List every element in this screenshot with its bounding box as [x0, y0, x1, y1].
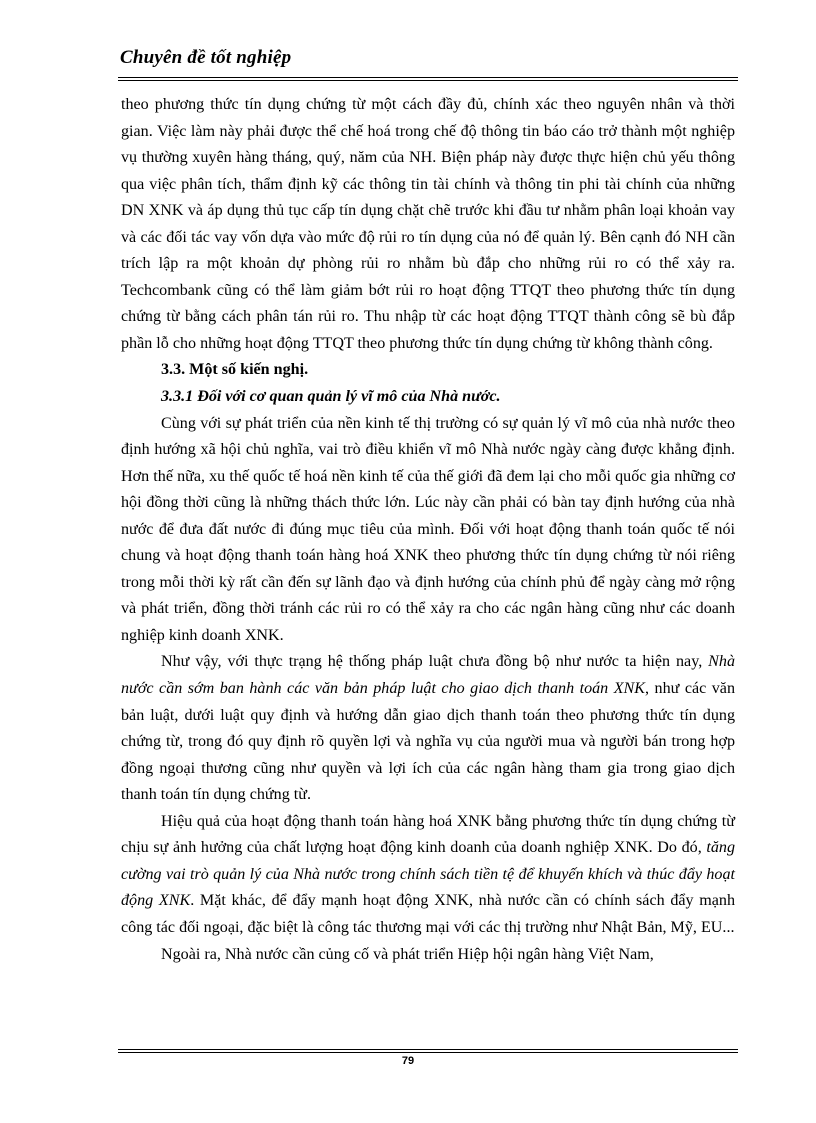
footer-rule-top [118, 1049, 738, 1050]
paragraph-payment-efficiency: Hiệu quả của hoạt động thanh toán hàng hoá XNK bằng phương thức tín dụng chứng từ chịu sự ảnh hưởng của chất lượng hoạt động kinh doanh của doanh nghiệp XNK. Do đó, tăng cường vai trò quản lý của Nhà nước trong chính sách tiền tệ để khuyến khích và thúc đẩy hoạt động XNK. Mặt khác, để đẩy mạnh hoạt động XNK, nhà nước cần có chính sách đẩy mạnh công tác đối ngoại, đặc biệt là công tác thương mại với các thị trường như Nhật Bản, Mỹ, EU... [121, 812, 735, 936]
paragraph-state-role: Cùng với sự phát triển của nền kinh tế thị trường có sự quản lý vĩ mô của nhà nước theo định hướng xã hội chủ nghĩa, vai trò điều khiển vĩ mô Nhà nước ngày càng được khẳng định. Hơn thế nữa, xu thế quốc tế hoá nền kinh tế của thế giới đã đem lại cho mỗi quốc gia những cơ hội đồng thời cũng là những thách thức lớn. Lúc này cần phải có bàn tay định hướng của nhà nước để đưa đất nước đi đúng mục tiêu của mình. Đối với hoạt động thanh toán quốc tế nói chung và hoạt động thanh toán hàng hoá XNK theo phương thức tín dụng chứng từ nói riêng trong mỗi thời kỳ rất cần đến sự lãnh đạo và định hướng của chính phủ để ngày càng mở rộng và phát triển, đồng thời tránh các rủi ro có thể xảy ra cho các ngân hàng cũng như các doanh nghiệp kinh doanh XNK. [121, 414, 735, 644]
paragraph-continuation: theo phương thức tín dụng chứng từ một cách đầy đủ, chính xác theo nguyên nhân và thời gian. Việc làm này phải được thể chế hoá trong chế độ thông tin báo cáo trở thành một nghiệp vụ thường xuyên hàng tháng, quý, năm của NH. Biện pháp này được thực hiện chủ yếu thông qua việc phân tích, thẩm định kỹ các thông tin tài chính và thông tin phi tài chính của những DN XNK và áp dụng thủ tục cấp tín dụng chặt chẽ trước khi đầu tư nhằm phân loại khoản vay và các đối tác vay vốn dựa vào mức độ rủi ro tín dụng của nó để quản lý. Bên cạnh đó NH cần trích lập ra một khoản dự phòng rủi ro nhằm bù đắp cho những rủi ro có thể xảy ra. Techcombank cũng có thể làm giảm bớt rủi ro hoạt động TTQT theo phương thức tín dụng chứng từ bằng cách phân tán rủi ro. Thu nhập từ các hoạt động TTQT thành công sẽ bù đắp phần lỗ cho những hoạt động TTQT theo phương thức tín dụng chứng từ không thành công. [121, 96, 735, 352]
body-text [121, 92, 735, 968]
emphasis-text: tăng cường vai trò quản lý của Nhà nước trong chính sách tiền tệ để khuyến khích và thúc đẩy hoạt động XNK [121, 839, 735, 910]
footer-rule-bottom [118, 1052, 738, 1053]
document-header-title: Chuyên đề tốt nghiệp [120, 47, 292, 68]
paragraph-legal-system: Như vậy, với thực trạng hệ thống pháp luật chưa đồng bộ như nước ta hiện nay, Nhà nước cần sớm ban hành các văn bản pháp luật cho giao dịch thanh toán XNK, như các văn bản luật, dưới luật quy định và hướng dẫn giao dịch thanh toán theo phương thức tín dụng chứng từ, trong đó quy định rõ quyền lợi và nghĩa vụ của người mua và người bán trong hợp đồng ngoại thương cũng như quyền và lợi ích của các ngân hàng tham gia trong giao dịch thanh toán tín dụng chứng từ. [121, 653, 735, 804]
subsection-heading: 3.3.1 Đối với cơ quan quản lý vĩ mô của Nhà nước. [161, 388, 501, 406]
header-rule-bottom [118, 80, 738, 81]
section-heading: 3.3. Một số kiến nghị. [161, 361, 309, 379]
header-rule-top [118, 77, 738, 78]
paragraph-banking-association: Ngoài ra, Nhà nước cần củng cố và phát triển Hiệp hội ngân hàng Việt Nam, [161, 945, 654, 963]
page-number: 79 [401, 1055, 415, 1067]
emphasis-text: Nhà nước cần sớm ban hành các văn bản pháp luật cho giao dịch thanh toán XNK [121, 653, 735, 698]
